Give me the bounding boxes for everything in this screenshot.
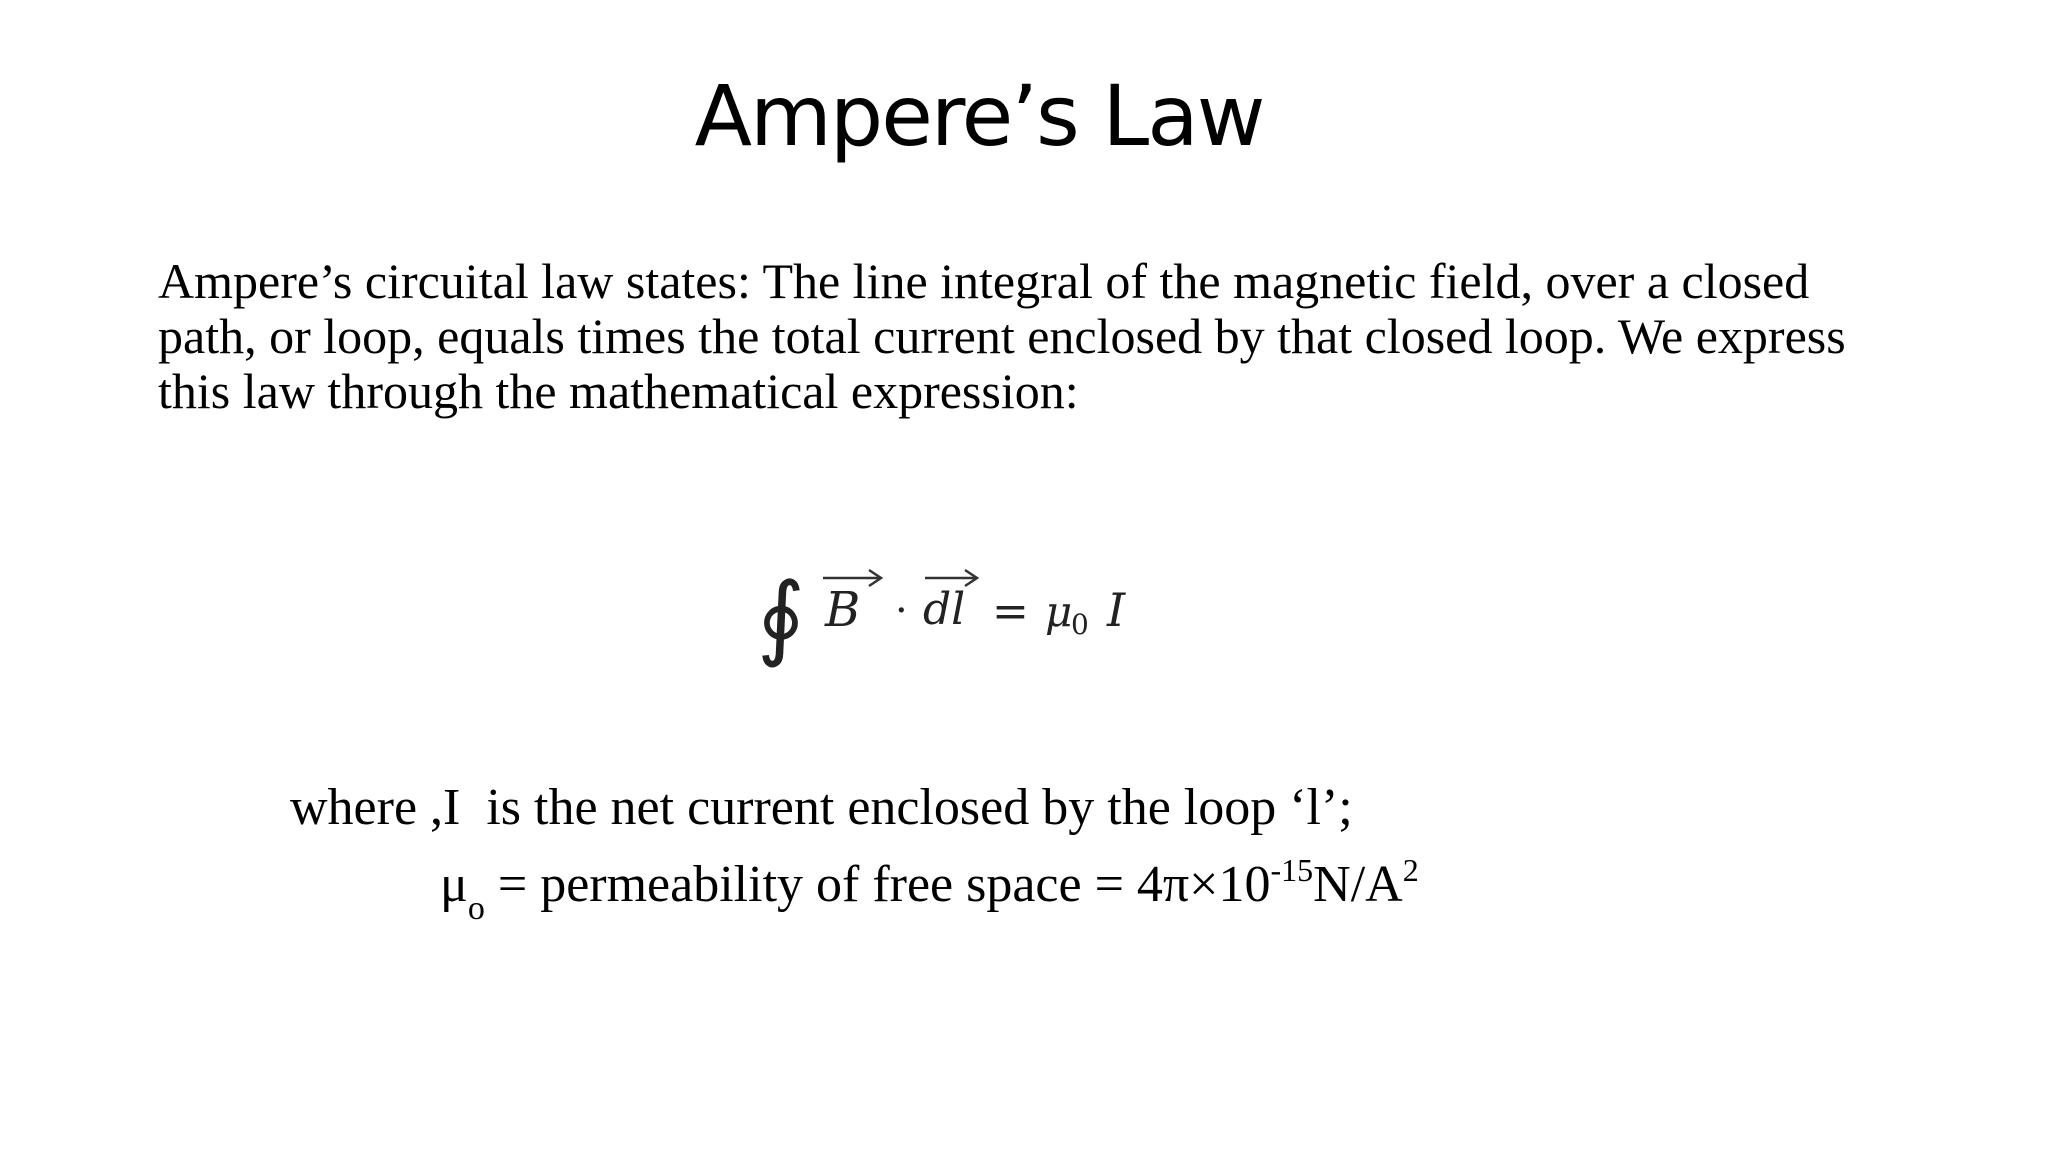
equation-graphic [755, 548, 1175, 678]
permeability-text: = permeability of free space = 4π×10 [484, 856, 1271, 913]
paragraph-line-3: this law through the mathematical expression: [158, 363, 1079, 419]
mu-symbol-text: μ [440, 856, 468, 913]
mu-symbol: μ [1045, 587, 1073, 636]
vector-dl: dl [923, 584, 966, 635]
slide-title: Ampere’s Law [694, 67, 1264, 165]
current-symbol: I [1107, 583, 1126, 637]
permeability-line [440, 852, 1419, 927]
unit-exponent-text: 2 [1402, 852, 1419, 888]
unit-text: N/A [1313, 856, 1403, 913]
mu-subscript: 0 [1071, 608, 1089, 641]
mu-subscript-text: o [467, 890, 485, 927]
exponent-text: -15 [1270, 852, 1314, 888]
integral-symbol: ∮ [757, 563, 805, 670]
intro-paragraph [158, 254, 1958, 419]
paragraph-line-1: Ampere’s circuital law states: The line integral of the magnetic field, over a closed [158, 253, 1810, 309]
dot-operator: · [895, 588, 908, 634]
ampere-equation [755, 548, 1175, 678]
vector-b: B [825, 582, 861, 638]
paragraph-line-2: path, or loop, equals times the total current enclosed by that closed loop. We express [158, 308, 1846, 364]
equals-sign: = [992, 586, 1029, 637]
where-line: where ,I is the net current enclosed by the loop ‘l’; [290, 779, 1353, 836]
